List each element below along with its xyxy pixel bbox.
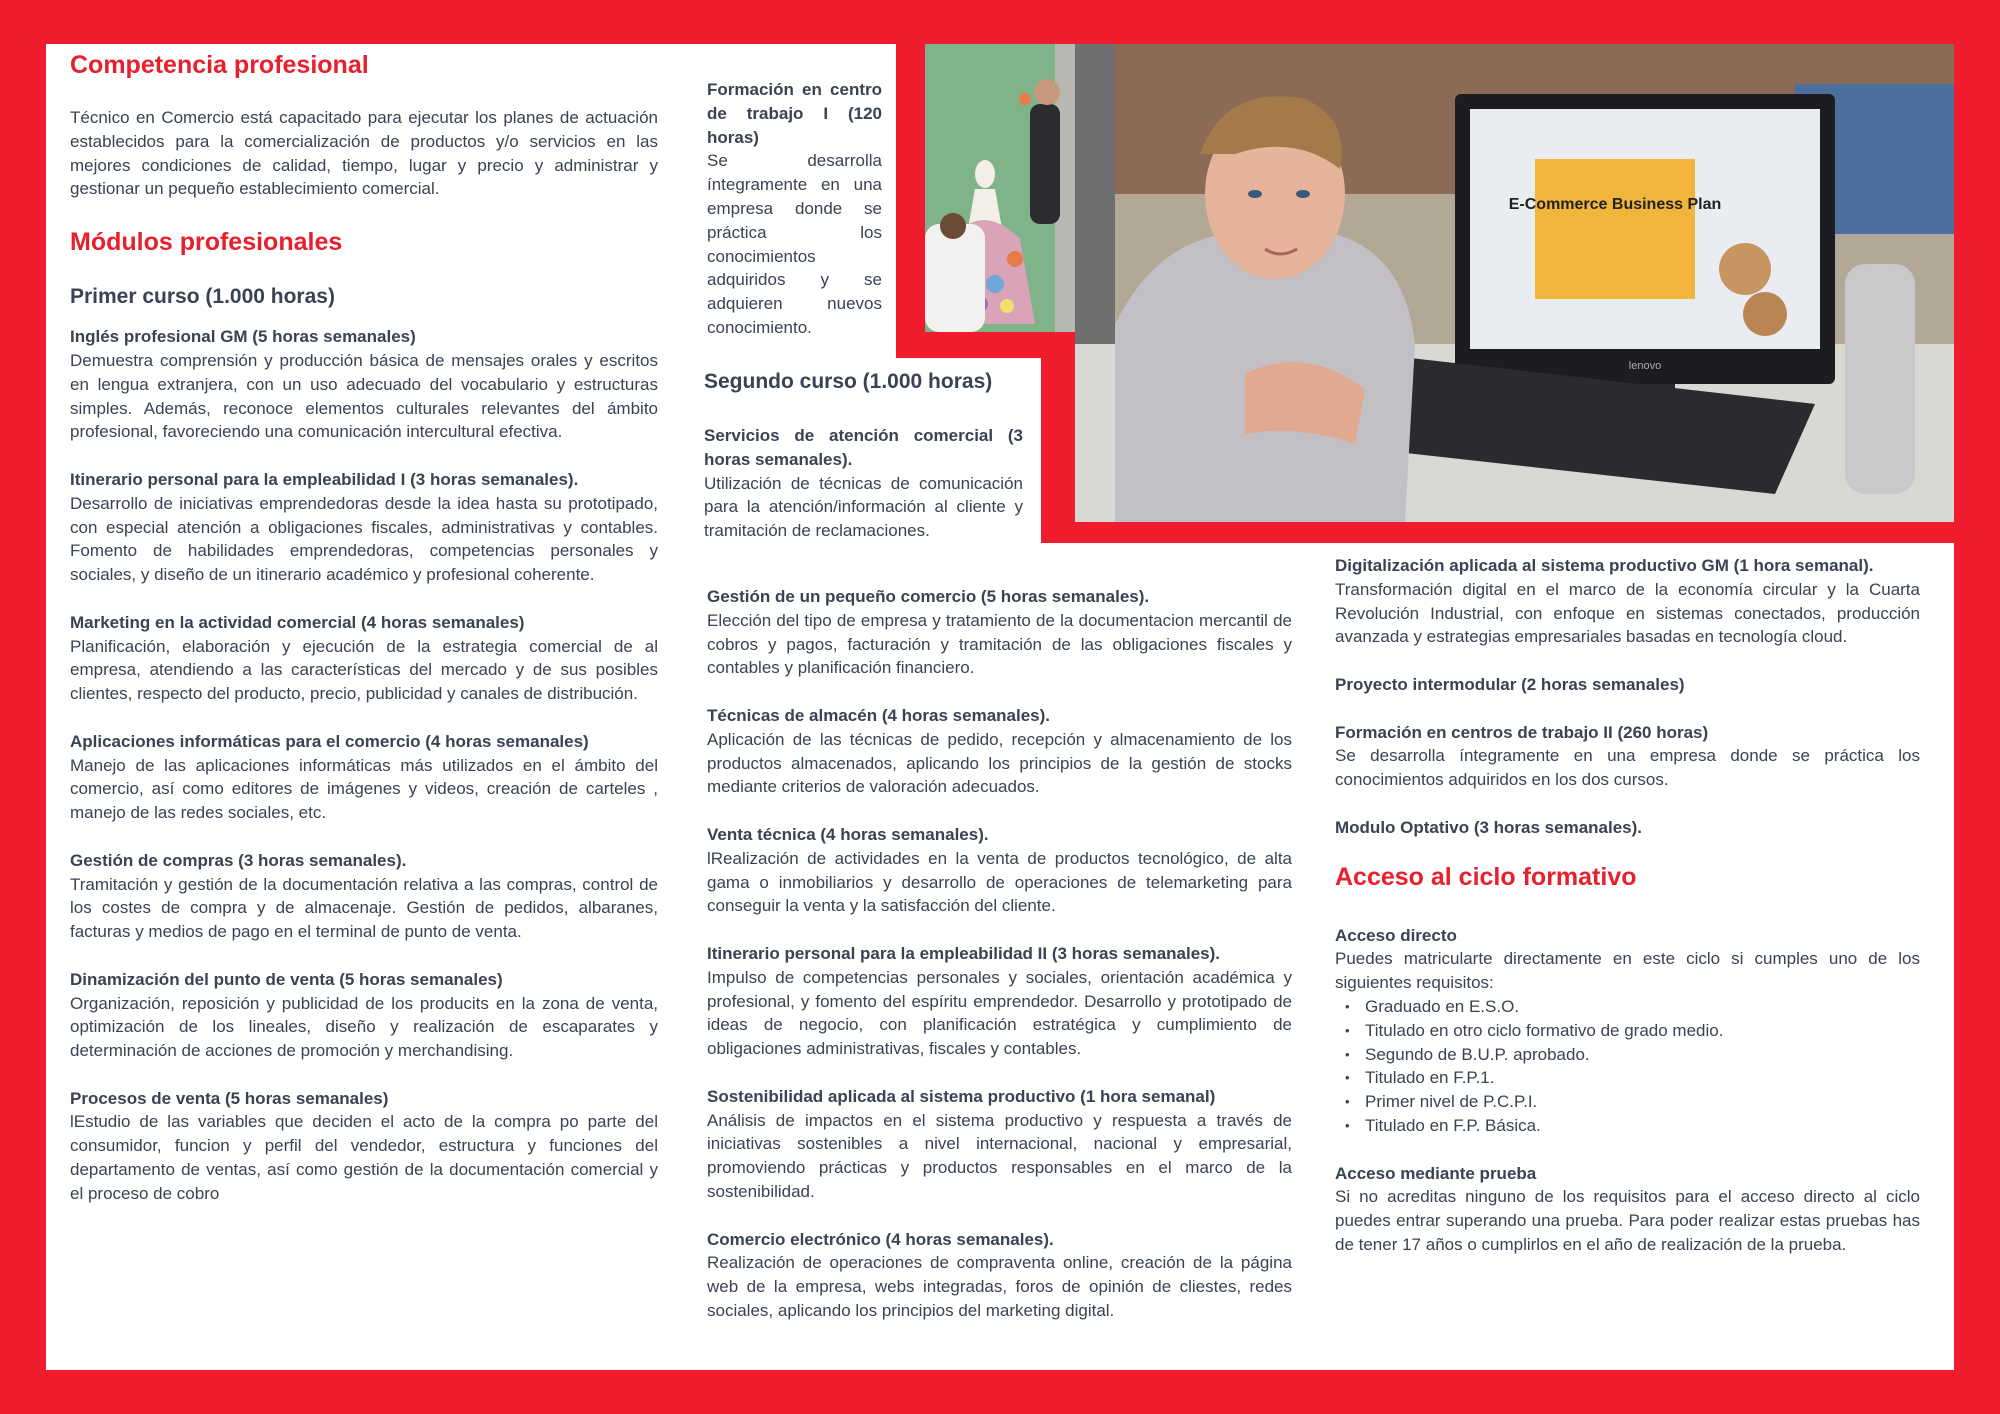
- module-title: Servicios de atención comercial (3 horas semanales).: [704, 426, 1023, 469]
- fct1-block: [707, 78, 882, 340]
- module-title: Gestión de un pequeño comercio (5 horas semanales).: [707, 587, 1150, 606]
- mural-illustration: [925, 44, 1091, 332]
- acceso-prueba-text: Si no acreditas ninguno de los requisitos para el acceso directo al ciclo puedes entrar superando una prueba. Para poder realizar estas pruebas has de tener 17 años o cumplirlos en el año de realización de la prueba.: [1335, 1187, 1920, 1254]
- list-item: • Primer nivel de P.C.P.I.: [1365, 1090, 1920, 1114]
- module-text: Demuestra comprensión y producción básica de mensajes orales y escritos en lengua extranjera, con un uso adecuado del vocabulario y estructuras simples. Además, reconoce elementos culturales relevantes del ámbito profesional, favoreciendo una comunicación intercultural efectiva.: [70, 350, 658, 442]
- competencia-text: Técnico en Comercio está capacitado para ejecutar los planes de actuación establecidos para la comercialización de productos y/o servicios en las mejores condiciones de calidad, tiempo, lugar y precio y administrar y gestionar un pequeño establecimiento comercial.: [70, 108, 658, 199]
- acceso-directo: [1335, 924, 1920, 1138]
- acceso-prueba-title: Acceso mediante prueba: [1335, 1163, 1537, 1183]
- module-text: lEstudio de las variables que deciden el acto de la compra po parte del consumidor, funcion y perfil del vendedor, estructura y funciones del departamento de ventas, así como gestión de la documentación comercial y el proceso de cobro: [70, 1112, 658, 1203]
- module-block: [70, 468, 658, 587]
- module-text: Realización de operaciones de compraventa online, creación de la página web de la empresa, webs integradas, foros de opinión de cliestes, redes sociales, aplicando los principios del marketing digital.: [707, 1253, 1292, 1320]
- module-block: [1335, 554, 1920, 649]
- module-text: Planificación, elaboración y ejecución de la estrategia comercial de al empresa, atendiendo a las características del mercado y de sus posibles clientes, respecto del producto, precio, publicidad y canales de distribución.: [70, 636, 658, 704]
- acceso-directo-text: Puedes matricularte directamente en este ciclo si cumples uno de los siguientes requisitos:: [1335, 949, 1920, 993]
- module-text: Transformación digital en el marco de la economía circular y la Cuarta Revolución Industrial, con enfoque en sistemas conectados, producción avanzada y estrategias empresariales basadas en tecnología cloud.: [1335, 579, 1920, 647]
- module-title: Venta técnica (4 horas semanales).: [707, 824, 989, 844]
- module-title: Dinamización del punto de venta (5 horas semanales): [70, 969, 503, 989]
- module-title: Sostenibilidad aplicada al sistema productivo (1 hora semanal): [707, 1086, 1216, 1106]
- list-item: • Titulado en F.P.1.: [1365, 1066, 1920, 1090]
- module-block: [1335, 721, 1920, 792]
- module-text: Desarrollo de iniciativas emprendedoras desde la idea hasta su prototipado, con especial atención a obligaciones fiscales, administrativas y contables. Fomento de habilidades emprendedoras, competencias personales y sociales, y diseño de un itinerario académico y profesional coherente.: [70, 493, 658, 585]
- module-title: Comercio electrónico (4 horas semanales).: [707, 1229, 1054, 1249]
- segundo-curso-header: [704, 368, 1023, 543]
- module-block: [70, 611, 658, 706]
- module-text: Aplicación de las técnicas de pedido, recepción y almacenamiento de los productos almacenados, aplicando los principios de la gestión de stocks mediante criterios de valoración adecuados.: [707, 729, 1292, 797]
- module-title: Inglés profesional GM (5 horas semanales): [70, 327, 416, 347]
- student-illustration: [1075, 44, 1954, 522]
- module-block: [707, 1228, 1292, 1323]
- module-title: Modulo Optativo (3 horas semanales).: [1335, 817, 1643, 837]
- requirements-list: [1335, 995, 1920, 1138]
- module-block: [707, 823, 1292, 918]
- acceso-directo-title: Acceso directo: [1335, 925, 1457, 945]
- primer-curso-title: Primer curso (1.000 horas): [70, 285, 335, 309]
- screen-title: E-Commerce Business Plan: [1508, 196, 1722, 213]
- module-title: Itinerario personal para la empleabilidad I (3 horas semanales).: [70, 469, 579, 489]
- module-block: [70, 849, 658, 944]
- modulos-title: Módulos profesionales: [70, 228, 343, 257]
- competencia-title: Competencia profesional: [70, 51, 369, 79]
- primer-curso-modules: [70, 325, 658, 1205]
- module-block: [1335, 673, 1920, 697]
- list-item: • Graduado en E.S.O.: [1365, 995, 1920, 1019]
- module-title: Digitalización aplicada al sistema productivo GM (1 hora semanal).: [1335, 556, 1874, 575]
- column-right: [1335, 554, 1920, 1257]
- student-photo: [1075, 44, 1954, 522]
- segundo-curso-title: Segundo curso (1.000 horas): [704, 370, 993, 393]
- acceso-prueba: [1335, 1162, 1920, 1257]
- monitor-brand: lenovo: [1628, 360, 1662, 372]
- module-title: Técnicas de almacén (4 horas semanales).: [707, 705, 1051, 725]
- fct1-text: Se desarrolla íntegramente en una empresa donde se práctica los conocimientos adquiridos y se adquieren nuevos conocimiento.: [707, 151, 882, 337]
- module-title: Itinerario personal para la empleabilidad II (3 horas semanales).: [707, 943, 1221, 963]
- module-block: [707, 1085, 1292, 1204]
- module-block: [707, 585, 1292, 680]
- module-title: Formación en centros de trabajo II (260 horas): [1335, 722, 1709, 742]
- module-text: Organización, reposición y publicidad de los producits en la zona de venta, optimización de los lineales, diseño y realización de escaparates y determinación de acciones de promoción y merchandising.: [70, 993, 658, 1061]
- module-title: Procesos de venta (5 horas semanales): [70, 1088, 389, 1108]
- list-item: • Segundo de B.U.P. aprobado.: [1365, 1043, 1920, 1067]
- module-block: [707, 942, 1292, 1061]
- module-text: Se desarrolla íntegramente en una empresa donde se práctica los conocimientos adquiridos en los dos cursos.: [1335, 746, 1920, 790]
- module-block: [1335, 816, 1920, 840]
- module-title: Proyecto intermodular (2 horas semanales): [1335, 674, 1685, 694]
- module-text: Utilización de técnicas de comunicación para la atención/información al cliente y tramitación de reclamaciones.: [704, 473, 1023, 541]
- list-item: • Titulado en F.P. Básica.: [1365, 1114, 1920, 1138]
- module-title: Marketing en la actividad comercial (4 horas semanales): [70, 612, 525, 632]
- module-block: [707, 704, 1292, 799]
- acceso-title: Acceso al ciclo formativo: [1335, 862, 1637, 891]
- module-block: [70, 325, 658, 444]
- module-text: Análisis de impactos en el sistema productivo y respuesta a través de iniciativas sostenibles a nivel internacional, nacional y empresarial, promoviendo prácticas y productos responsables en el marco de la sostenibilidad.: [707, 1110, 1292, 1201]
- fct1-title: Formación en centro de trabajo I (120 horas): [707, 80, 882, 147]
- module-block: [70, 1087, 658, 1206]
- module-text: lRealización de actividades en la venta de productos tecnológico, de alta gama o inmobiliarios y desarrollo de operaciones de telemarketing para conseguir la venta y la satisfacción del cliente.: [707, 848, 1292, 916]
- module-text: Elección del tipo de empresa y tratamiento de la documentacion mercantil de cobros y pagos, facturación y tramitación de las obligaciones fiscales y contables y planificación financiero.: [707, 610, 1292, 678]
- module-text: Manejo de las aplicaciones informáticas más utilizados en el ámbito del comercio, así como editores de imágenes y videos, creación de carteles , manejo de las redes sociales, etc.: [70, 755, 658, 823]
- mural-photo: [925, 44, 1091, 332]
- module-title: Aplicaciones informáticas para el comercio (4 horas semanales): [70, 731, 589, 751]
- module-block: [70, 730, 658, 825]
- module-block: [70, 968, 658, 1063]
- column-left: [70, 50, 658, 1206]
- list-item: • Titulado en otro ciclo formativo de grado medio.: [1365, 1019, 1920, 1043]
- module-text: Impulso de competencias personales y sociales, orientación académica y profesional, y fomento del espíritu emprendedor. Desarrollo y prototipado de ideas de negocio, con planificación estratégica y cumplimiento de obligaciones administrativas, fiscales y contables.: [707, 967, 1292, 1059]
- module-title: Gestión de compras (3 horas semanales).: [70, 850, 407, 870]
- column-middle: [707, 585, 1292, 1323]
- module-text: Tramitación y gestión de la documentación relativa a las compras, control de los costes de compra y de almacenaje. Gestión de pedidos, albaranes, facturas y medios de pago en el terminal de punto de venta.: [70, 874, 658, 942]
